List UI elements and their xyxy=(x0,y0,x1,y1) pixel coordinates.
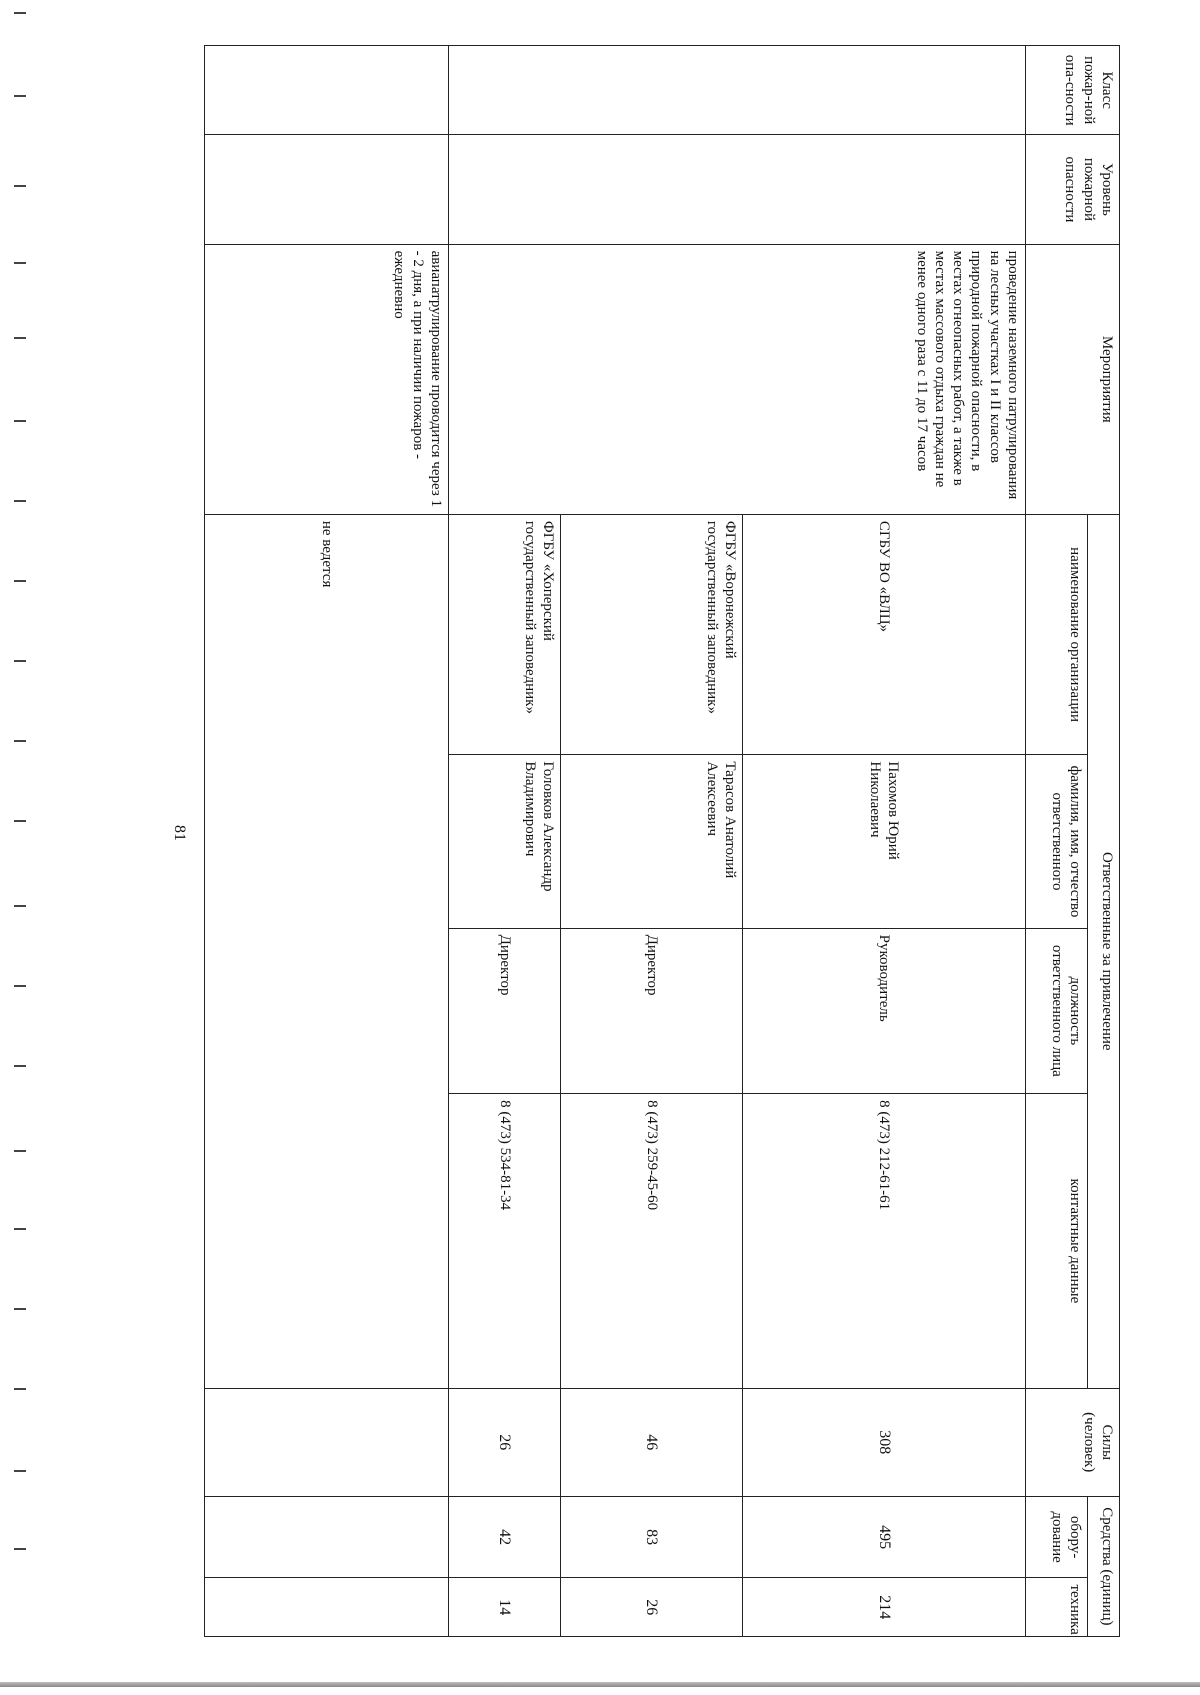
cell-forces: 308 xyxy=(743,1388,1026,1496)
margin-tick xyxy=(14,905,26,907)
cell-position: Руководитель xyxy=(743,928,1026,1093)
margin-tick xyxy=(14,420,26,422)
cell-person: Головков Александр Владимирович xyxy=(449,755,561,928)
header-class: Класс пожар-ной опа-сности xyxy=(1026,46,1120,135)
cell-position: Директор xyxy=(561,928,743,1093)
margin-ticks xyxy=(0,0,40,1695)
fire-response-table xyxy=(204,45,1120,1637)
cell-equipment: 495 xyxy=(743,1496,1026,1578)
cell-contact: 8 (473) 534-81-34 xyxy=(449,1094,561,1389)
cell-machinery: 26 xyxy=(561,1578,743,1637)
cell-air-machinery xyxy=(205,1578,449,1637)
cell-contact: 8 (473) 212-61-61 xyxy=(743,1094,1026,1389)
cell-org: СГБУ ВО «ВЛЦ» xyxy=(743,514,1026,755)
header-means: Средства (единиц) xyxy=(1088,1496,1120,1636)
table-row xyxy=(205,46,449,1637)
margin-tick xyxy=(14,12,26,14)
header-contacts: контактные данные xyxy=(1026,1094,1088,1389)
cell-machinery: 14 xyxy=(449,1578,561,1637)
cell-machinery: 214 xyxy=(743,1578,1026,1637)
cell-person: Тарасов Анатолий Алексеевич xyxy=(561,755,743,928)
header-position: должность ответственного лица xyxy=(1026,928,1088,1093)
margin-tick xyxy=(14,1308,26,1310)
cell-org: ФГБУ «Воронежский государственный заповедник» xyxy=(561,514,743,755)
cell-class xyxy=(205,46,449,135)
table-row xyxy=(743,46,1026,1637)
cell-position: Директор xyxy=(449,928,561,1093)
margin-tick xyxy=(14,1150,26,1152)
cell-person: Пахомов Юрий Николаевич xyxy=(743,755,1026,928)
margin-tick xyxy=(14,580,26,582)
cell-air-org: не ведется xyxy=(205,514,449,1388)
header-forces: Силы (человек) xyxy=(1026,1388,1120,1496)
rotated-page xyxy=(80,45,1120,1637)
margin-tick xyxy=(14,1470,26,1472)
margin-tick xyxy=(14,660,26,662)
cell-measures-air: авиапатрулирование проводится через 1 - 2 дня, а при наличии пожаров - ежедневно xyxy=(205,244,449,514)
margin-tick xyxy=(14,740,26,742)
margin-tick xyxy=(14,1388,26,1390)
cell-measures-ground: проведение наземного патрулирования на лесных участках I и II классов природной пожарной опасности, в местах огнеопасных работ, а также в местах массового отдыха граждан не менее одного раза с 11 до 17 часов xyxy=(449,244,1026,514)
margin-tick xyxy=(14,985,26,987)
header-measures: Мероприятия xyxy=(1026,244,1120,514)
cell-forces: 26 xyxy=(449,1388,561,1496)
header-machinery: техника xyxy=(1026,1578,1088,1637)
margin-tick xyxy=(14,820,26,822)
margin-tick xyxy=(14,1548,26,1550)
margin-tick xyxy=(14,1065,26,1067)
header-equipment: обору-дование xyxy=(1026,1496,1088,1578)
margin-tick xyxy=(14,262,26,264)
cell-forces: 46 xyxy=(561,1388,743,1496)
header-responsible: Ответственные за привлечение xyxy=(1088,514,1120,1388)
margin-tick xyxy=(14,500,26,502)
header-row-1 xyxy=(1088,46,1120,1637)
margin-tick xyxy=(14,337,26,339)
header-level: Уровень пожарной опасности xyxy=(1026,135,1120,244)
cell-class xyxy=(449,46,1026,135)
cell-equipment: 42 xyxy=(449,1496,561,1578)
cell-equipment: 83 xyxy=(561,1496,743,1578)
cell-air-equipment xyxy=(205,1496,449,1578)
margin-tick xyxy=(14,185,26,187)
margin-tick xyxy=(14,95,26,97)
cell-level xyxy=(205,135,449,244)
header-org-name: наименование организации xyxy=(1026,514,1088,755)
page-number: 81 xyxy=(171,825,188,841)
cell-air-forces xyxy=(205,1388,449,1496)
header-person-name: фамилия, имя, отчество ответственного xyxy=(1026,755,1088,928)
cell-org: ФГБУ «Хоперский государственный заповедник» xyxy=(449,514,561,755)
cell-level xyxy=(449,135,1026,244)
bottom-rule xyxy=(0,1682,1200,1687)
margin-tick xyxy=(14,1228,26,1230)
cell-contact: 8 (473) 259-45-60 xyxy=(561,1094,743,1389)
